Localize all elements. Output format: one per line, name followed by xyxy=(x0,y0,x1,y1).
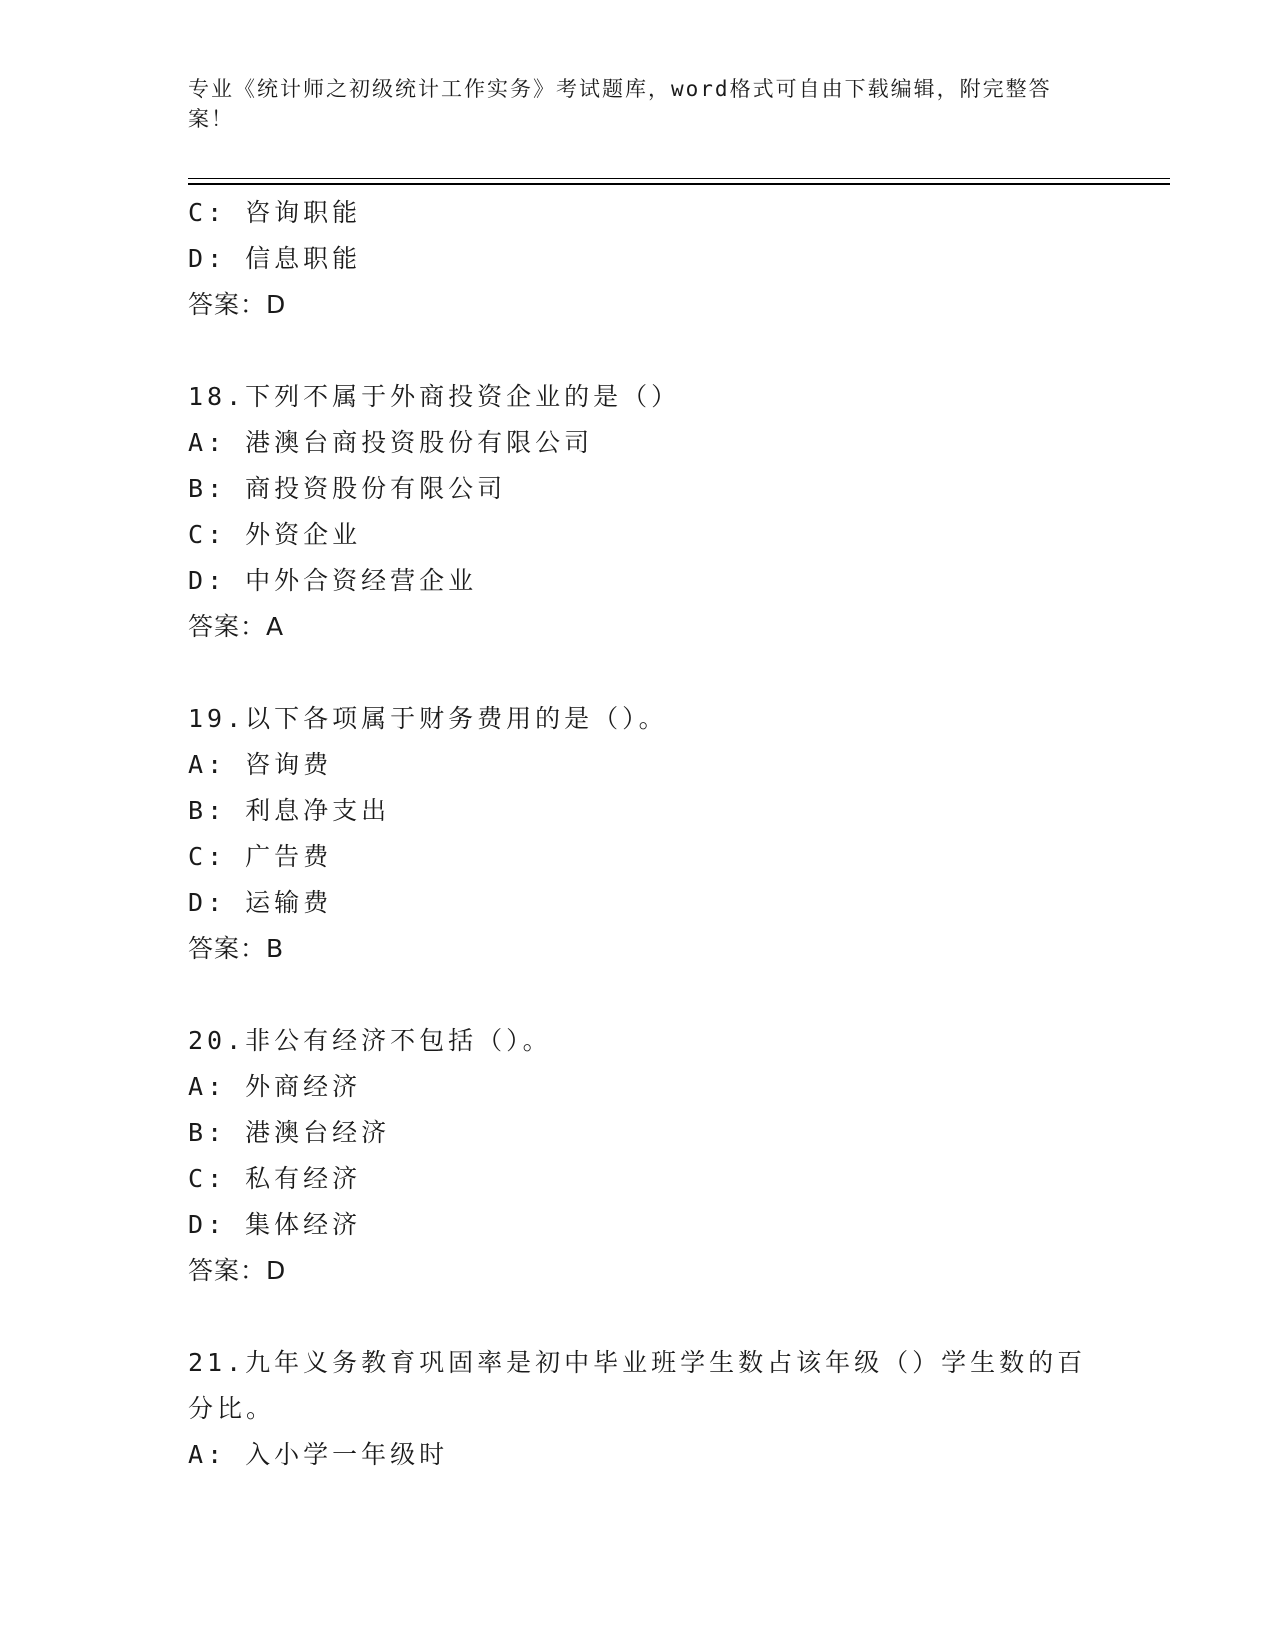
question-content xyxy=(188,190,1088,1478)
option-c: C: 咨询职能 xyxy=(188,198,362,227)
option-a: A: 咨询费 xyxy=(188,750,333,779)
option-b: B: 商投资股份有限公司 xyxy=(188,474,507,503)
question-stem: 19.以下各项属于财务费用的是（）。 xyxy=(188,704,668,733)
header-rule-thin xyxy=(188,178,1170,179)
option-c: C: 广告费 xyxy=(188,842,333,871)
document-header: 专业《统计师之初级统计工作实务》考试题库，word格式可自由下载编辑，附完整答案！ xyxy=(188,77,1052,131)
option-a: A: 港澳台商投资股份有限公司 xyxy=(188,428,594,457)
answer-line: 答案：B xyxy=(188,934,285,963)
option-d: D: 运输费 xyxy=(188,888,333,917)
option-d: D: 信息职能 xyxy=(188,244,362,273)
question-stem: 21.九年义务教育巩固率是初中毕业班学生数占该年级（）学生数的百 xyxy=(188,1348,1087,1377)
option-c: C: 私有经济 xyxy=(188,1164,362,1193)
option-a: A: 入小学一年级时 xyxy=(188,1440,449,1469)
option-d: D: 中外合资经营企业 xyxy=(188,566,478,595)
option-c: C: 外资企业 xyxy=(188,520,362,549)
option-b: B: 港澳台经济 xyxy=(188,1118,391,1147)
answer-line: 答案：D xyxy=(188,1256,287,1285)
question-stem: 18.下列不属于外商投资企业的是（） xyxy=(188,382,681,411)
question-stem-continued: 分比。 xyxy=(188,1394,276,1423)
option-a: A: 外商经济 xyxy=(188,1072,362,1101)
option-d: D: 集体经济 xyxy=(188,1210,362,1239)
question-stem: 20.非公有经济不包括（）。 xyxy=(188,1026,552,1055)
header-rule-thick xyxy=(188,183,1170,185)
option-b: B: 利息净支出 xyxy=(188,796,391,825)
answer-line: 答案：D xyxy=(188,290,287,319)
answer-line: 答案：A xyxy=(188,612,285,641)
